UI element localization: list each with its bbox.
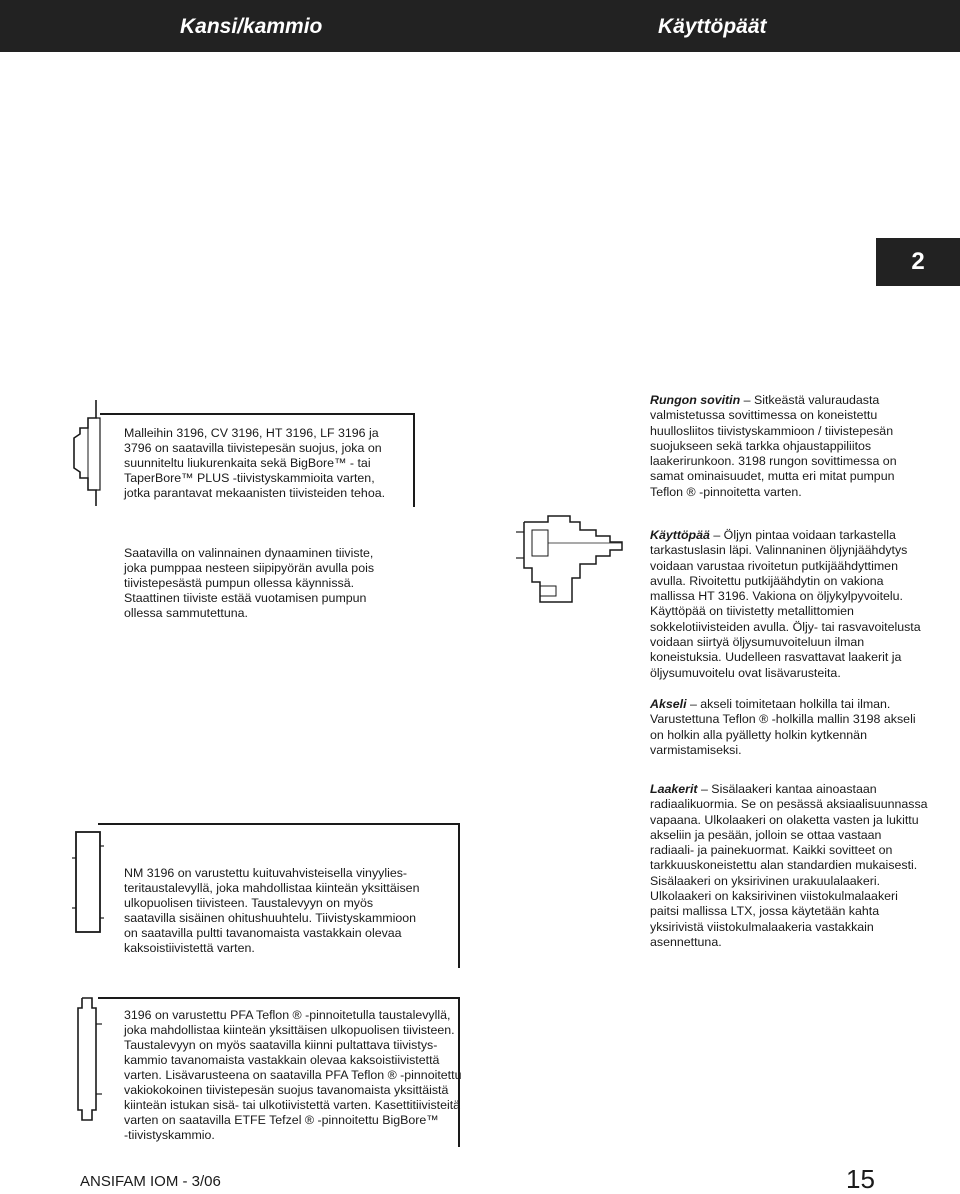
frame-adapter-body: – Sitkeästä valuraudasta valmistetussa sovittimessa on koneistettu huullosliitos tiivistyskammioon / tiivistepesän suojukseen sekä tarkka ohjaustappiliitos laakerirunkoon. 3198 rungon sovittimessa on samat ominaisuudet, mutta eri mitat pumpun Teflon ® -pinnoitetta varten.	[650, 393, 897, 499]
power-end-paragraph	[650, 528, 921, 681]
dynamic-seal-text: Saatavilla on valinnainen dynaaminen tiiviste, joka pumppaa nesteen siipipyörän avulla pois tiivistepesästä pumpun ollessa käynnissä. Staattinen tiiviste estää vuotamisen pumpun ollessa sammutettuna.	[124, 546, 375, 620]
seal-chamber-cover-text: Malleihin 3196, CV 3196, HT 3196, LF 3196 ja 3796 on saatavilla tiivistepesän suojus, joka on suunniteltu liukurenkaita sekä BigBore™ - tai TaperBore™ PLUS -tiivistyskammioita varten, jotka parantavat mekaanisten tiivisteiden tehoa.	[124, 426, 386, 500]
nm3196-backplate-text: NM 3196 on varustettu kuituvahvisteisella vinyylies- teritaustalevyllä, joka mahdollistaa kiinteän yksittäisen ulkopuolisen tiivisteen. Taustalevyyn on myös saatavilla sisäinen ohitushuuhtelu. Tiivistyskammioon on saatavilla pultti tavanomaista vastakkain olevaa kaksoistiivistettä varten.	[124, 866, 420, 955]
seal-chamber-cover-drawing	[66, 398, 102, 508]
header-right-title: Käyttöpäät	[658, 15, 767, 38]
shaft-paragraph	[650, 697, 916, 758]
footer-doc-id: ANSIFAM IOM - 3/06	[80, 1173, 221, 1190]
shaft-body: – akseli toimitetaan holkilla tai ilman. Varustettuna Teflon ® -holkilla mallin 3198 akseli on holkin alla pyälletty holkin kytkennän varmistamiseksi.	[650, 697, 916, 757]
power-end-drawing	[510, 512, 630, 612]
frame-adapter-heading: Rungon sovitin	[650, 393, 741, 407]
bearings-paragraph	[650, 782, 928, 950]
connector-line-1	[100, 413, 414, 415]
pfa-backplate-text: 3196 on varustettu PFA Teflon ® -pinnoitetulla taustalevyllä, joka mahdollistaa kiinteän yksittäisen ulkopuolisen tiivisteen. Taustalevyyn on myös saatavilla kiinni pultattava tiivistys- kammio tavanomaista vastakkain olevaa kaksoistiivistettä varten. Lisävarusteena on saatavilla PFA Teflon ® -pinnoitettu vakiokokoinen tiivistepesän suojus tavanomaista yksittäistä kiinteän istukan sisä- tai ulkotiivistettä varten. Kasettitiivisteitä varten on saatavilla ETFE Tefzel ® -pinnoitettu BigBore™ -tiivistyskammio.	[124, 1008, 462, 1142]
pfa-backplate-drawing	[72, 994, 108, 1124]
connector-line-3	[98, 823, 460, 825]
power-end-body: – Öljyn pintaa voidaan tarkastella tarkastuslasin läpi. Valinnaninen öljynjäähdytys voidaan varustaa rivoitetun putkijäähdyttimen avulla. Rivoitettu putkijäähdytin on vakiona mallissa HT 3196. Vakiona on öljykylpyvoitelu. Käyttöpää on tiivistetty metallittomien sokkelotiivisteiden avulla. Öljy- tai rasvavoitelusta voidaan siirtyä öljysumuvoiteluun ilman koneistuksia. Uudelleen rasvattavat laakerit ja öljysumuvoitelu ovat lisävarusteita.	[650, 528, 921, 680]
connector-line-1-vertical	[413, 413, 415, 507]
shaft-heading: Akseli	[650, 697, 687, 711]
header-left-title: Kansi/kammio	[180, 15, 323, 38]
section-tab: 2	[876, 238, 960, 286]
bearings-body: – Sisälaakeri kantaa ainoastaan radiaalikuormia. Se on pesässä aksiaalisuunnassa vapaana. Ulkolaakeri on olaketta vasten ja lukittu akseliin ja pesään, jolloin se ottaa vastaan radiaali- ja painekuormat. Kaikki sovitteet on tarkkuuskoneistettu alan standardien mukaisesti. Sisälaakeri on yksirivinen urakuulalaakeri. Ulkolaakeri on kaksirivinen viistokulmalaakeri paitsi mallissa LTX, jossa käytetään kahta yksirivistä viistokulmalaakeria vastakkain asennettuna.	[650, 782, 928, 949]
connector-line-3-vertical	[458, 823, 460, 968]
backplate-drawing	[70, 828, 106, 936]
page-number: 15	[846, 1164, 875, 1194]
header-bar	[0, 0, 960, 52]
frame-adapter-paragraph	[650, 393, 897, 500]
power-end-heading: Käyttöpää	[650, 528, 710, 542]
bearings-heading: Laakerit	[650, 782, 698, 796]
connector-line-4	[98, 997, 460, 999]
